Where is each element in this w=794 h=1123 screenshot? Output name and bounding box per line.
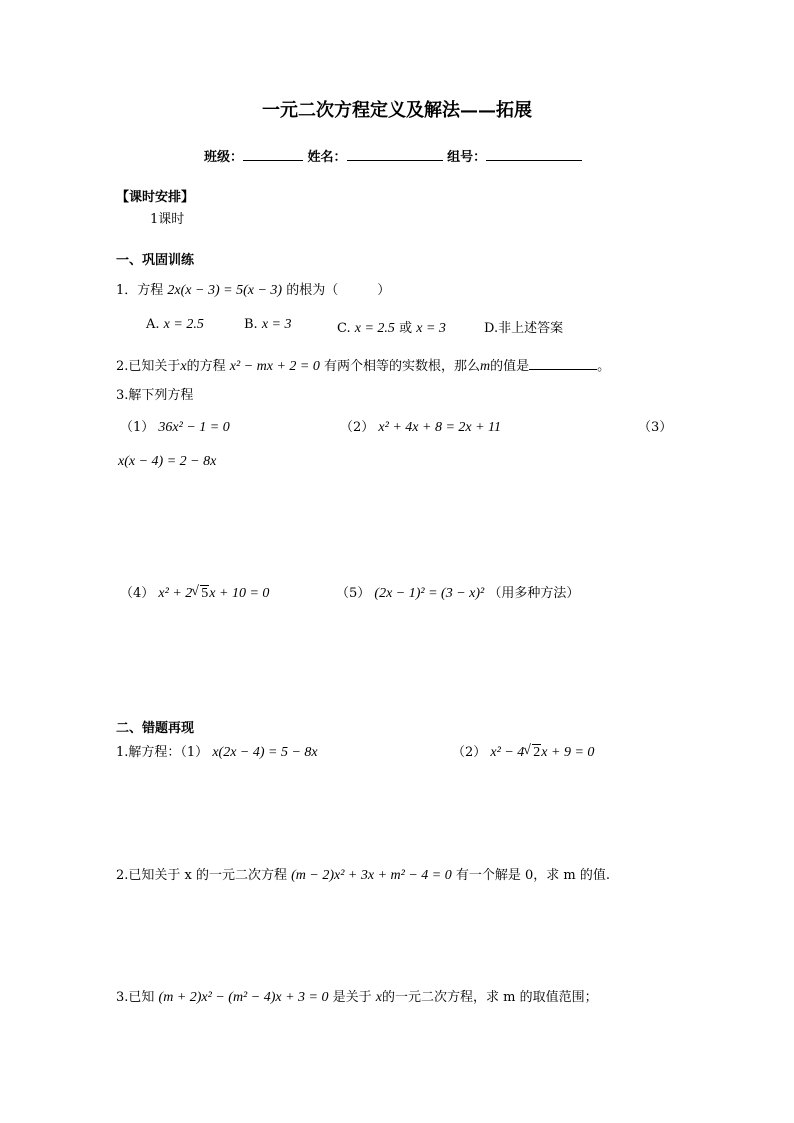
option-b-eq: x = 3 [261, 317, 292, 332]
section2-heading: 二、错题再现 [116, 721, 195, 736]
s2-q3-suffix: 的一元二次方程，求 m 的取值范围； [382, 990, 598, 1005]
option-c-eq2: x = 3 [416, 321, 446, 336]
problem-1 [120, 416, 230, 436]
p4-radicand: 5 [201, 586, 209, 601]
p4-eq-b: x + 10 = 0 [209, 586, 270, 601]
p2-equation: x² + 4x + 8 = 2x + 11 [378, 420, 502, 435]
class-field[interactable] [243, 148, 303, 161]
page-title: 一元二次方程定义及解法——拓展 [262, 100, 532, 121]
q2-prefix: 2.已知关于 [116, 359, 181, 374]
question-2-1 [116, 741, 318, 761]
q1-suffix: 的根为（ ） [286, 283, 391, 298]
s2-q1-prefix: 1.解方程：（1） [116, 745, 209, 760]
class-label: 班级： [204, 150, 244, 165]
s2-q1b-radicand: 2 [533, 745, 541, 760]
s2-q2-suffix: 有一个解是 0，求 m 的值. [455, 868, 611, 883]
name-field[interactable] [347, 148, 443, 161]
option-a[interactable] [146, 317, 204, 333]
option-d[interactable]: D.非上述答案 [484, 321, 564, 336]
p4-equation [158, 586, 269, 601]
s2-q1-equation: x(2x − 4) = 5 − 8x [212, 745, 318, 760]
q2-mid: 的方程 [186, 359, 226, 374]
option-c[interactable] [337, 317, 446, 337]
s2-q3-prefix: 3.已知 [116, 990, 155, 1005]
problem-2 [340, 416, 501, 436]
q1-prefix: 1．方程 [116, 283, 164, 298]
p1-label: （1） [120, 420, 155, 435]
q2-answer-blank[interactable] [529, 357, 597, 370]
option-c-eq1: x = 2.5 [354, 321, 395, 336]
q2-mid2: 有两个相等的实数根，那么 [324, 359, 481, 374]
s2-q1b-eq-b: x + 9 = 0 [541, 745, 595, 760]
problem-5 [336, 582, 579, 602]
option-a-eq: x = 2.5 [163, 317, 204, 332]
p5-label: （5） [336, 586, 371, 601]
p5-note: （用多种方法） [488, 586, 580, 601]
q2-suffix: 的值是 [490, 359, 530, 374]
group-label: 组号： [447, 150, 487, 165]
schedule-value: 1课时 [150, 212, 185, 227]
p3-equation: x(x − 4) = 2 − 8x [118, 454, 217, 469]
problem-3-label: （3） [638, 420, 673, 435]
s2-q3-mid: 是关于 [332, 990, 372, 1005]
p2-label: （2） [340, 420, 375, 435]
schedule-heading: 【课时安排】 [116, 190, 195, 205]
option-b-label: B. [244, 317, 258, 332]
s2-q1b-eq-a: x² − 4 [490, 745, 525, 760]
question-1-3: 3.解下列方程 [116, 388, 194, 403]
option-c-or: 或 [399, 321, 413, 336]
option-c-label: C. [337, 321, 351, 336]
q2-end: 。 [597, 359, 611, 374]
sqrt-symbol [524, 745, 541, 761]
q1-equation: 2x(x − 3) = 5(x − 3) [167, 283, 283, 298]
q2-equation: x² − mx + 2 = 0 [229, 359, 320, 374]
problem-4 [120, 582, 269, 602]
question-2-1b [452, 741, 594, 761]
p1-equation: 36x² − 1 = 0 [158, 420, 230, 435]
name-label: 姓名： [307, 150, 347, 165]
question-2-3 [116, 986, 598, 1006]
section1-heading: 一、巩固训练 [116, 253, 195, 268]
sqrt-symbol [192, 586, 209, 602]
question-1-1 [116, 279, 390, 299]
p5-equation: (2x − 1)² = (3 − x)² [374, 586, 485, 601]
s2-q1b-label: （2） [452, 745, 487, 760]
q2-m: m [480, 359, 491, 374]
p4-eq-a: x² + 2 [158, 586, 193, 601]
question-1-2 [116, 355, 610, 375]
q2-var: x [180, 359, 187, 374]
problem-3 [118, 454, 216, 470]
s2-q1b-equation [490, 745, 594, 760]
question-2-2 [116, 864, 610, 884]
option-a-label: A. [146, 317, 160, 332]
group-field[interactable] [486, 148, 582, 161]
s2-q2-prefix: 2.已知关于 x 的一元二次方程 [116, 868, 287, 883]
option-b[interactable] [244, 317, 292, 333]
p4-label: （4） [120, 586, 155, 601]
s2-q2-equation: (m − 2)x² + 3x + m² − 4 = 0 [291, 868, 452, 883]
student-info-line [204, 146, 582, 165]
s2-q3-equation: (m + 2)x² − (m² − 4)x + 3 = 0 [158, 990, 329, 1005]
s2-q3-var: x [375, 990, 382, 1005]
